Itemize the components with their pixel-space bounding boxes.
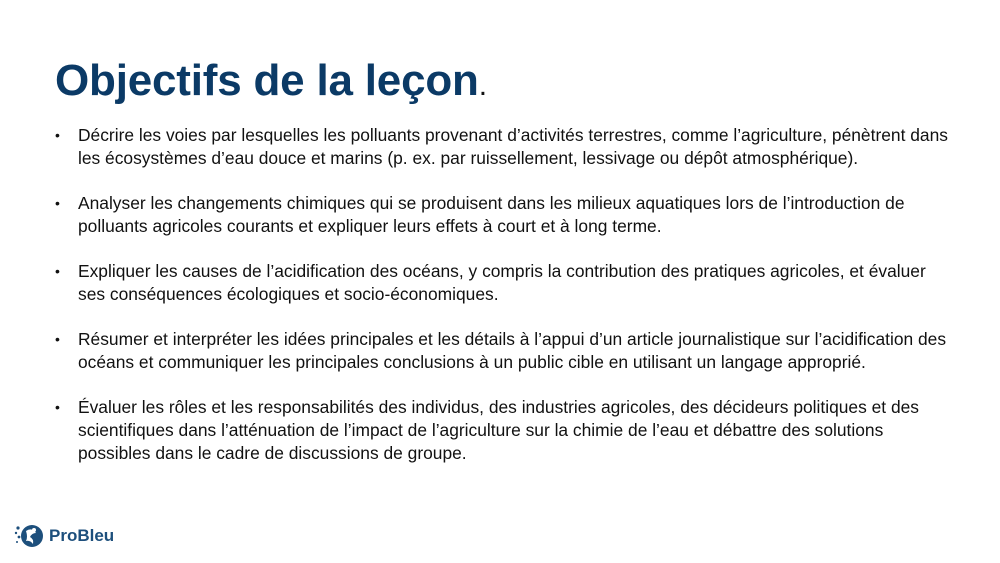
- list-item-text: Analyser les changements chimiques qui se produisent dans les milieux aquatiques lors de l’introduction de polluants agricoles courants et expliquer leurs effets à court et à long terme.: [78, 193, 905, 236]
- list-item-text: Expliquer les causes de l’acidification des océans, y compris la contribution des pratiques agricoles, et évaluer ses conséquences écologiques et socio-économiques.: [78, 261, 926, 304]
- list-item: [55, 396, 955, 465]
- list-item-text: Résumer et interpréter les idées principales et les détails à l’appui d’un article journalistique sur l’acidification des océans et communiquer les principales conclusions à un public cible en utilisant un langage approprié.: [78, 329, 947, 372]
- probleu-logo: [14, 522, 114, 550]
- title-text: Objectifs de la leçon: [55, 56, 479, 105]
- list-item-text: Évaluer les rôles et les responsabilités des individus, des industries agricoles, des décideurs politiques et des scientifiques dans l’atténuation de l’impact de l’agriculture sur la chimie de l’eau et débattre des solutions possibles dans le cadre de discussions de groupe.: [78, 397, 920, 463]
- list-item: [55, 260, 955, 306]
- bullet-icon: •: [55, 195, 60, 211]
- bullet-icon: •: [55, 127, 60, 143]
- bullet-icon: •: [55, 263, 60, 279]
- list-item: [55, 124, 955, 170]
- logo-text: ProBleu: [49, 526, 115, 545]
- objectives-list: [55, 124, 955, 487]
- title-period: .: [478, 69, 487, 102]
- list-item: [55, 328, 955, 374]
- slide-title: [55, 56, 487, 106]
- list-item-text: Décrire les voies par lesquelles les polluants provenant d’activités terrestres, comme l’agriculture, pénètrent dans les écosystèmes d’eau douce et marins (p. ex. par ruissellement, lessivage ou dépôt atmosphérique).: [78, 125, 948, 168]
- bullet-icon: •: [55, 331, 60, 347]
- probleu-globe-icon: [14, 522, 44, 550]
- bullet-icon: •: [55, 399, 60, 415]
- list-item: [55, 192, 955, 238]
